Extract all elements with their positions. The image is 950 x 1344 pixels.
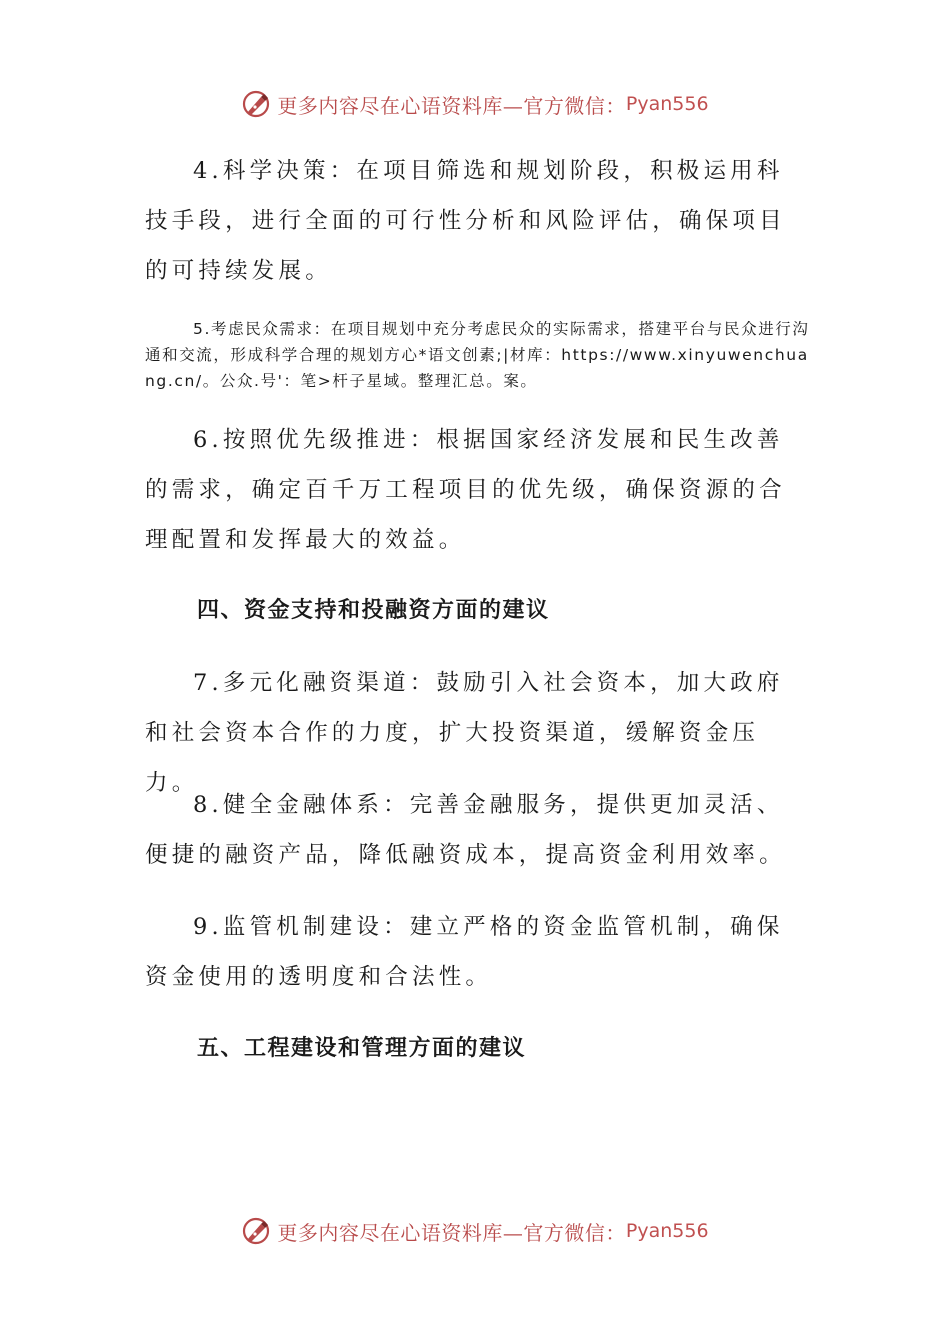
section-heading-4: 四、资金支持和投融资方面的建议 — [197, 598, 550, 623]
paragraph-item-5: 5.考虑民众需求：在项目规划中充分考虑民众的实际需求，搭建平台与民众进行沟通和交流，形成科学合理的规划方心*语文创素;|材库：https://www.xinyuwenchuang.cn/。公众.号'：笔>杆子星域。整理汇总。案。 — [145, 320, 810, 390]
section-heading-5: 五、工程建设和管理方面的建议 — [197, 1036, 527, 1061]
header-banner-text: 更多内容尽在心语资料库—官方微信： — [277, 93, 626, 118]
header-banner-wechat-id: Pyan556 — [625, 93, 709, 115]
footer-banner-text: 更多内容尽在心语资料库—官方微信： — [277, 1220, 626, 1245]
header-banner — [0, 84, 950, 124]
paragraph-item-9: 9.监管机制建设：建立严格的资金监管机制，确保资金使用的透明度和合法性。 — [145, 914, 784, 990]
paragraph-item-7: 7.多元化融资渠道：鼓励引入社会资本，加大政府和社会资本合作的力度，扩大投资渠道，缓解资金压力。 — [145, 670, 784, 796]
pen-nib-logo-icon — [241, 89, 271, 119]
paragraph-item-8: 8.健全金融体系：完善金融服务，提供更加灵活、便捷的融资产品，降低融资成本，提高资金利用效率。 — [145, 792, 786, 868]
paragraph-item-6: 6.按照优先级推进：根据国家经济发展和民生改善的需求，确定百千万工程项目的优先级，确保资源的合理配置和发挥最大的效益。 — [145, 427, 786, 553]
pen-nib-logo-icon — [241, 1216, 271, 1246]
footer-banner — [0, 1211, 950, 1251]
footer-banner-wechat-id: Pyan556 — [625, 1220, 709, 1242]
paragraph-item-4: 4.科学决策：在项目筛选和规划阶段，积极运用科技手段，进行全面的可行性分析和风险评估，确保项目的可持续发展。 — [145, 158, 786, 284]
